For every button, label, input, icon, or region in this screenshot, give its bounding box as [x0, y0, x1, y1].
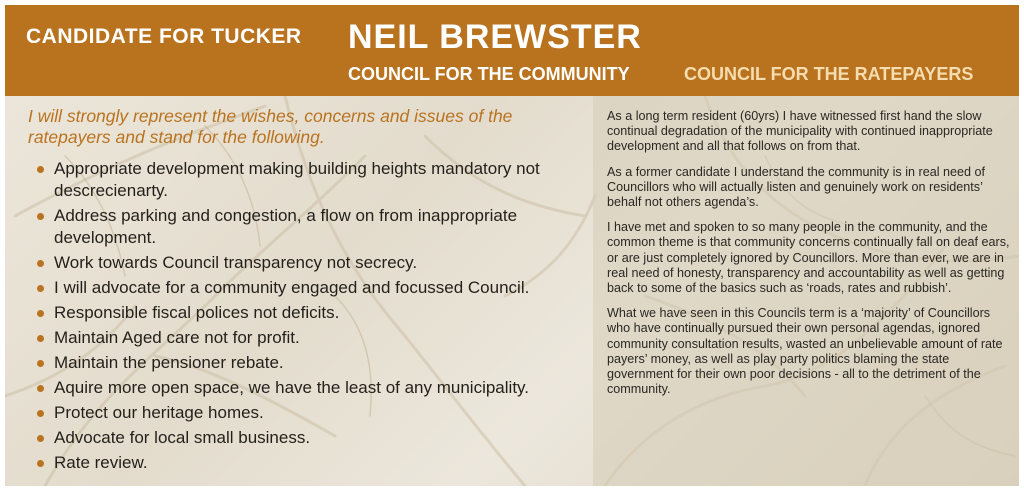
content-area — [5, 96, 1019, 486]
list-item — [28, 252, 593, 274]
list-item-text: Responsible fiscal polices not deficits. — [54, 303, 340, 322]
bullet-icon — [37, 213, 44, 220]
bullet-icon — [37, 335, 44, 342]
bullet-icon — [37, 360, 44, 367]
list-item-text: Maintain Aged care not for profit. — [54, 328, 300, 347]
bullet-icon — [37, 460, 44, 467]
list-item-text: Address parking and congestion, a flow on from inappropriate development. — [54, 206, 518, 247]
paragraph-community-concerns: I have met and spoken to so many people in the community, and the common theme is that community concerns continually fall on deaf ears, or are just completely ignored by Councillors. More than ever, we are in real need of honesty, transparency and accountability as well as getting back to some of the basics such as ‘roads, rates and rubbish’. — [607, 220, 1010, 296]
list-item — [28, 452, 593, 474]
paragraph-council-term: What we have seen in this Councils term is a ‘majority’ of Councillors who have continually pursued their own personal agendas, ignored community consultation results, wasted an unbelievable amount of rate payers’ money, as well as play party politics blaming the state government for their own poor decisions - all to the detriment of the community. — [607, 306, 1003, 397]
list-item — [28, 302, 593, 324]
list-item-text: Advocate for local small business. — [54, 428, 311, 447]
list-item — [28, 205, 593, 249]
paragraph-former-candidate: As a former candidate I understand the community is in real need of Councillors who will actually listen and genuinely work on residents’ behalf not others agenda’s. — [607, 164, 986, 210]
bullet-icon — [37, 285, 44, 292]
list-item — [28, 277, 593, 299]
header-banner — [5, 5, 1019, 96]
list-item — [28, 427, 593, 449]
bullet-icon — [37, 435, 44, 442]
slogan-ratepayers: COUNCIL FOR THE RATEPAYERS — [684, 64, 974, 84]
list-item-text: Maintain the pensioner rebate. — [54, 353, 284, 372]
bullet-icon — [37, 166, 44, 173]
slogan-community: COUNCIL FOR THE COMMUNITY — [348, 64, 630, 84]
statement-text — [607, 109, 1012, 407]
list-item-text: Protect our heritage homes. — [54, 403, 264, 422]
list-item-text: Work towards Council transparency not secrecy. — [54, 253, 418, 272]
intro-statement: I will strongly represent the wishes, concerns and issues of the ratepayers and stand for the following. — [28, 106, 513, 147]
bullet-icon — [37, 260, 44, 267]
list-item-text: Rate review. — [54, 453, 148, 472]
candidate-name: NEIL BREWSTER — [348, 18, 642, 56]
bullet-icon — [37, 385, 44, 392]
candidate-for-label: CANDIDATE FOR TUCKER — [26, 25, 302, 48]
list-item-text: I will advocate for a community engaged and focussed Council. — [54, 278, 530, 297]
right-column — [593, 96, 1019, 486]
list-item — [28, 377, 593, 399]
list-item — [28, 402, 593, 424]
paragraph-resident: As a long term resident (60yrs) I have witnessed first hand the slow continual degradation of the municipality with continued inappropriate development and all that follows on from that. — [607, 109, 993, 154]
bullet-icon — [37, 410, 44, 417]
list-item-text: Aquire more open space, we have the least of any municipality. — [54, 378, 530, 397]
bullet-icon — [37, 310, 44, 317]
list-item — [28, 327, 593, 349]
list-item — [28, 158, 593, 202]
list-item — [28, 352, 593, 374]
policy-points-list — [28, 158, 593, 474]
list-item-text: Appropriate development making building heights mandatory not descrecienarty. — [54, 159, 540, 200]
left-column — [28, 106, 593, 477]
